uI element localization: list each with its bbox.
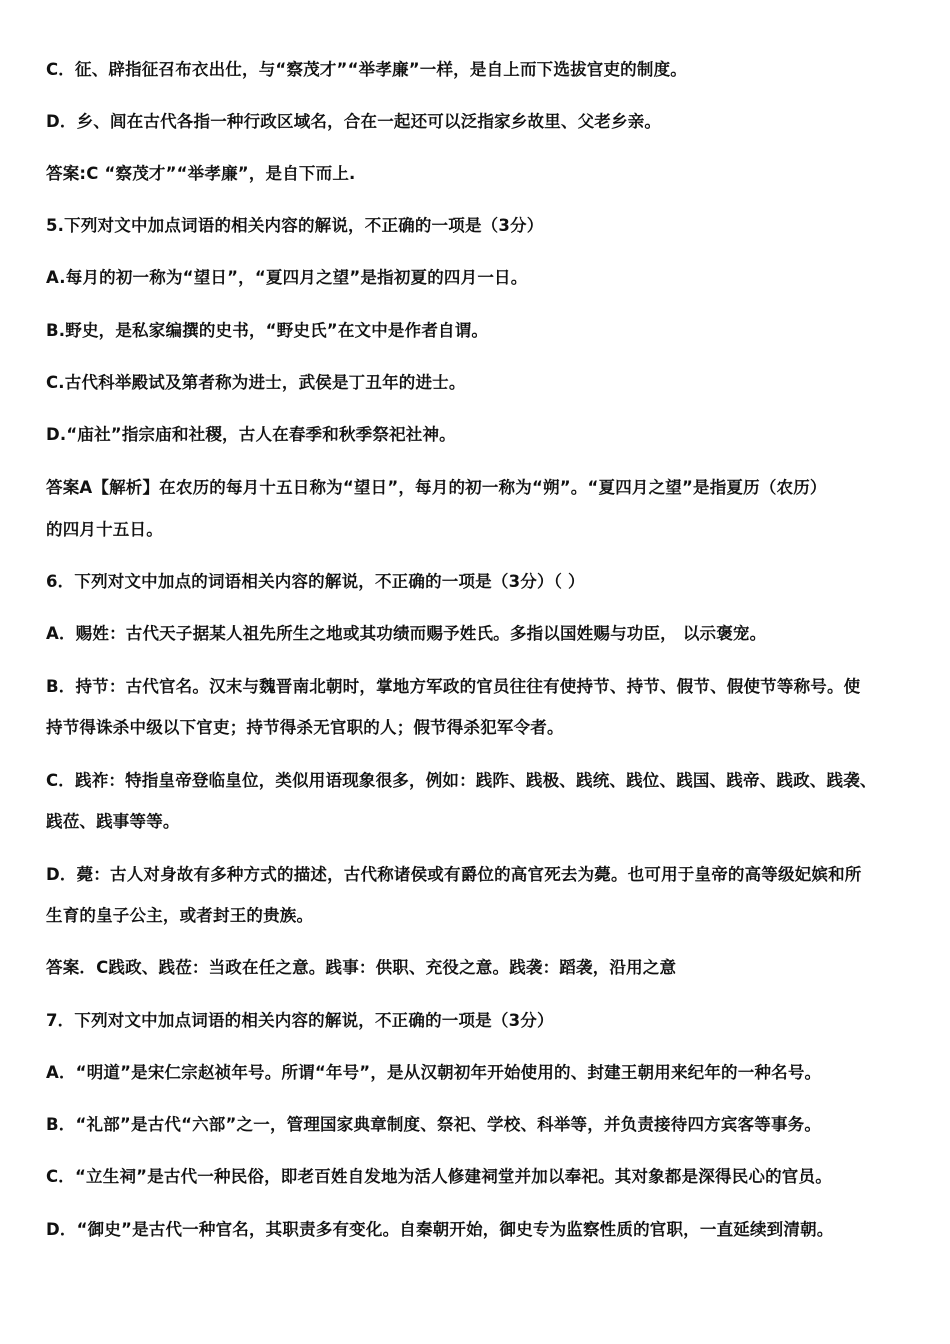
question-heading: 7．下列对文中加点词语的相关内容的解说，不正确的一项是（3分） — [46, 1011, 554, 1030]
option-a: A.每月的初一称为“望日”，“夏四月之望”是指初夏的四月一日。 — [46, 268, 528, 287]
answer-line: 的四月十五日。 — [46, 520, 163, 539]
option-c: C．“立生祠”是古代一种民俗，即老百姓自发地为活人修建祠堂并加以奉祀。其对象都是深得民心的官员。 — [46, 1167, 832, 1186]
option-d: D.“庙社”指宗庙和社稷，古人在春季和秋季祭祀社神。 — [46, 425, 456, 444]
option-d: D．薨：古人对身故有多种方式的描述，古代称诸侯或有爵位的高官死去为薨。也可用于皇帝的高等级妃嫔和所 — [46, 865, 862, 884]
option-a: A．“明道”是宋仁宗赵祯年号。所谓“年号”，是从汉朝初年开始使用的、封建王朝用来纪年的一种名号。 — [46, 1063, 822, 1082]
answer-line: 答案A【解析】在农历的每月十五日称为“望日”，每月的初一称为“朔”。“夏四月之望”是指夏历（农历） — [46, 478, 827, 497]
question-heading: 5.下列对文中加点词语的相关内容的解说，不正确的一项是（3分） — [46, 216, 544, 235]
option-b: B.野史，是私家编撰的史书，“野史氏”在文中是作者自谓。 — [46, 321, 489, 340]
option-a: A．赐姓：古代天子据某人祖先所生之地或其功绩而赐予姓氏。多指以国姓赐与功臣， 以示褒宠。 — [46, 624, 767, 643]
option-b: 持节得诛杀中级以下官吏；持节得杀无官职的人；假节得杀犯军令者。 — [46, 718, 564, 737]
option-d: D．“御史”是古代一种官名，其职责多有变化。自秦朝开始，御史专为监察性质的官职，一直延续到清朝。 — [46, 1220, 834, 1239]
option-c: 践莅、践事等等。 — [46, 812, 180, 831]
option-b: B．持节：古代官名。汉末与魏晋南北朝时，掌地方军政的官员往往有使持节、持节、假节、假使节等称号。使 — [46, 677, 861, 696]
text-line: D．乡、闾在古代各指一种行政区域名，合在一起还可以泛指家乡故里、父老乡亲。 — [46, 112, 662, 131]
option-b: B．“礼部”是古代“六部”之一，管理国家典章制度、祭祀、学校、科举等，并负责接待四方宾客等事务。 — [46, 1115, 822, 1134]
question-heading: 6．下列对文中加点的词语相关内容的解说，不正确的一项是（3分）（ ） — [46, 572, 585, 591]
option-c: C.古代科举殿试及第者称为进士，武侯是丁丑年的进士。 — [46, 373, 466, 392]
option-d: 生育的皇子公主，或者封王的贵族。 — [46, 906, 314, 925]
text-line: C．征、辟指征召布衣出仕，与“察茂才”“举孝廉”一样，是自上而下选拔官吏的制度。 — [46, 60, 687, 79]
answer-line: 答案:C “察茂才”“举孝廉”，是自下而上. — [46, 164, 356, 183]
answer-line: 答案．C践政、践莅：当政在任之意。践事：供职、充役之意。践袭：蹈袭，沿用之意 — [46, 958, 677, 977]
option-c: C．践祚：特指皇帝登临皇位，类似用语现象很多，例如：践阼、践极、践统、践位、践国、践帝、践政、践袭、 — [46, 771, 877, 790]
